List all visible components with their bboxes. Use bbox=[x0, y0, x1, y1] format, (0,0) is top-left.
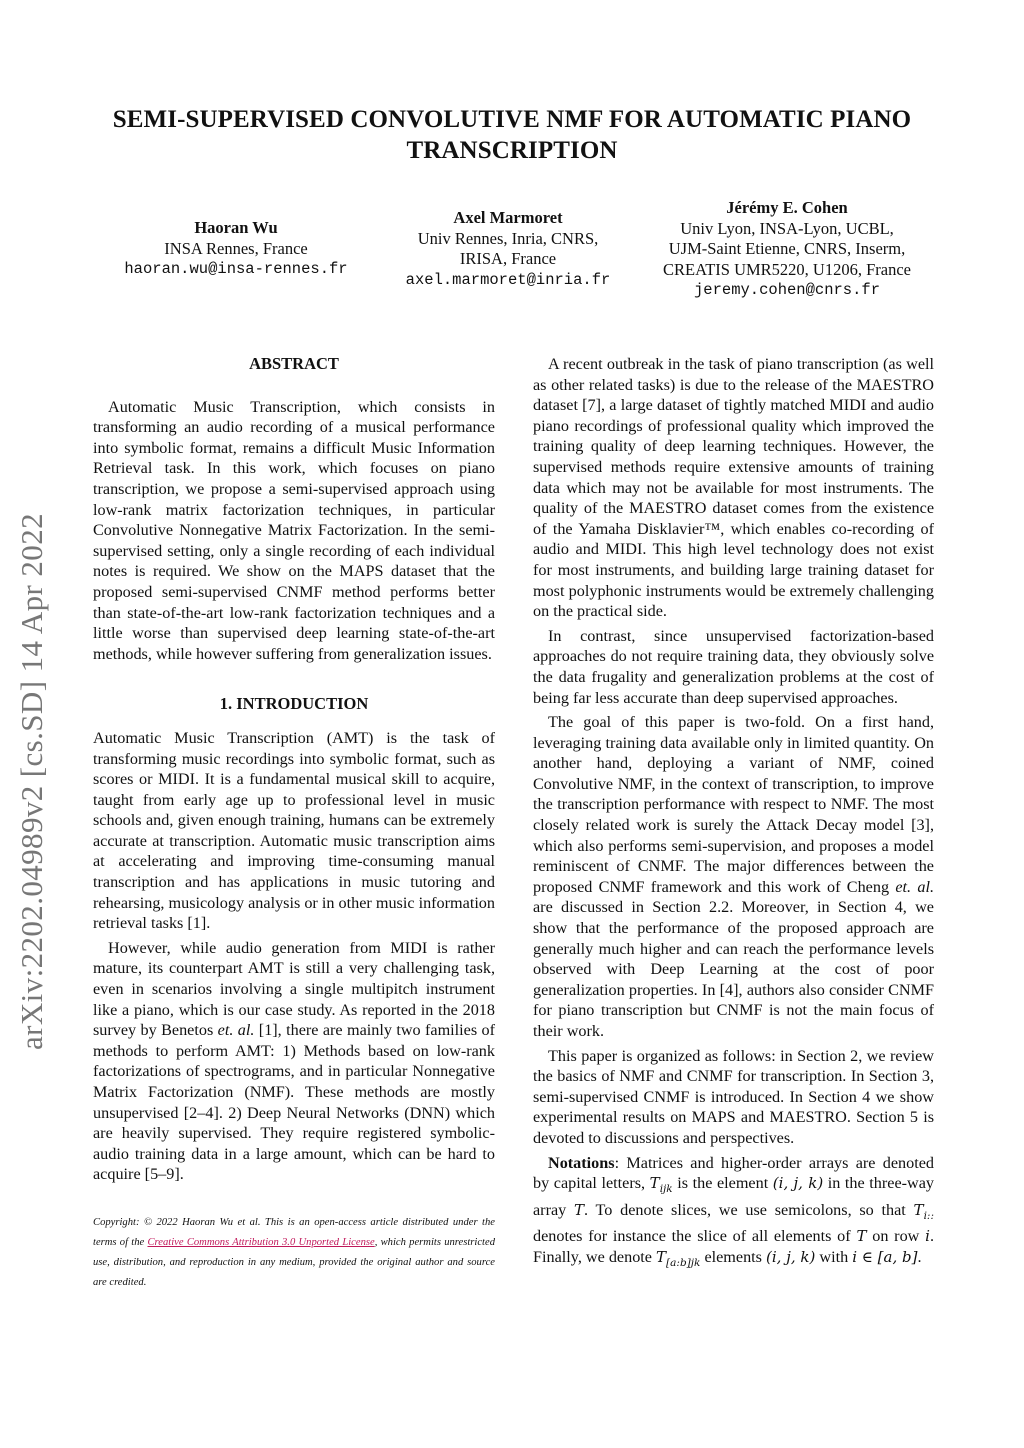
math-symbol: i ∈ [a, b] bbox=[852, 1247, 918, 1266]
math-symbol bbox=[913, 1200, 934, 1222]
text-run-italic: et. al. bbox=[217, 1021, 255, 1040]
text-run: is the element bbox=[672, 1174, 773, 1193]
text-run-italic: et. al. bbox=[895, 877, 935, 896]
text-run: [1], there are mainly two families of methods to perform AMT: 1) Methods based on low-rank factorizations of spectrograms, and in particular Nonnegative Matrix Factorization (NMF). These methods are mostly unsupervised [2–4]. 2) Deep Neural Networks (DNN) which are heavily supervised. They require registered symbolic-audio training data in a large amount, which can be hard to acquire [5–9]. bbox=[93, 1021, 496, 1184]
title-line-2: TRANSCRIPTION bbox=[406, 137, 618, 164]
math-symbol: i bbox=[925, 1227, 930, 1246]
author-name: Jérémy E. Cohen bbox=[726, 198, 848, 217]
math-symbol: T bbox=[574, 1200, 585, 1219]
text-run: Copyright: © 2022 Haoran Wu et al. This is an open-access article distributed under the terms of the bbox=[93, 1216, 495, 1248]
math-subscript: i:: bbox=[923, 1209, 934, 1222]
math-subscript: ijk bbox=[659, 1183, 673, 1196]
math-symbol bbox=[656, 1247, 701, 1269]
author-email[interactable]: haoran.wu@insa-rennes.fr bbox=[124, 260, 348, 278]
body-paragraph-2: In contrast, since unsupervised factorization-based approaches do not require training data, they obviously solve the data frugality and generalization problems at the cost of being far less accurate than deep supervised approaches. bbox=[533, 626, 934, 707]
author-affiliation: Univ Rennes, Inria, CNRS, bbox=[417, 228, 599, 248]
body-paragraph-3 bbox=[533, 712, 934, 1042]
intro-paragraph-1: Automatic Music Transcription (AMT) is the task of transforming music recordings into symbolic format, such as scores or MIDI. It is a fundamental musical skill to acquire, taught from early age up to professional level in music schools and, given enough training, humans can be extremely accurate at transcription. Automatic music transcription aims at accelerating and improving time-consuming manual transcription and has applications in music tutoring and rehearsing, musicology analysis or in other music information retrieval tasks [1]. bbox=[93, 728, 495, 933]
text-run: are discussed in Section 2.2. Moreover, in Section 4, we show that the performance of the proposed approach are generally much higher and can reach the performance levels observed with Deep Learning at the cost of poor generalization properties. In [4], authors also consider CNMF for piano transcription but CNMF is not the main focus of their work. bbox=[533, 898, 934, 1040]
text-run: The goal of this paper is two-fold. On a first hand, leveraging training data available only in limited quantity. On another hand, deploying a variant of NMF, coined Convolutive NMF, in the context of transcription, to improve the transcription performance with respect to NMF. The most closely related work is surely the Attack Decay model [3], which also performs semi-supervision, and proposes a model reminiscent of CNMF. The major differences between the proposed CNMF framework and this work of Cheng bbox=[533, 713, 934, 896]
math-symbol bbox=[649, 1174, 673, 1196]
text-run: , which permits unrestricted use, distribution, and reproduction in any medium, provided the original author and source are credited. bbox=[93, 1236, 496, 1288]
author-email[interactable]: jeremy.cohen@cnrs.fr bbox=[693, 281, 881, 299]
text-run: on row bbox=[866, 1227, 926, 1246]
math-symbol: (i, j, k) bbox=[766, 1247, 816, 1266]
copyright-notice bbox=[93, 1213, 495, 1293]
text-run: : Matrices and higher-order arrays are denoted by capital letters, bbox=[533, 1153, 934, 1193]
abstract-body bbox=[93, 397, 495, 665]
author-affiliation: INSA Rennes, France bbox=[164, 238, 308, 258]
paper-title bbox=[110, 104, 914, 166]
text-run: . Finally, we denote bbox=[533, 1227, 934, 1266]
math-text: T bbox=[913, 1200, 924, 1219]
math-symbol: (i, j, k) bbox=[772, 1174, 824, 1193]
math-symbol: T bbox=[856, 1227, 867, 1246]
author-block-2 bbox=[388, 208, 628, 290]
text-run: . bbox=[917, 1247, 922, 1266]
abstract-paragraph: Automatic Music Transcription, which consists in transforming an audio recording of a musical performance into symbolic format, remains a difficult Music Information Retrieval task. In this work, which focuses on piano transcription, we propose a semi-supervised approach using low-rank matrix factorization techniques, in particular Convolutive Nonnegative Matrix Factorization. In the semi-supervised setting, only a single recording of each individual notes is required. We show on the MAPS dataset that the proposed semi-supervised CNMF method performs better than state-of-the-art low-rank factorization techniques and a little worse than supervised deep learning state-of-the-art methods, while however suffering from generalization issues. bbox=[93, 397, 495, 663]
license-link[interactable]: Creative Commons Attribution 3.0 Unported License bbox=[147, 1236, 375, 1248]
text-run: elements bbox=[700, 1247, 767, 1266]
math-subscript: [a:b]jk bbox=[666, 1256, 701, 1269]
title-line-1: SEMI-SUPERVISED CONVOLUTIVE NMF FOR AUTOMATIC PIANO bbox=[112, 106, 912, 133]
abstract-heading: ABSTRACT bbox=[249, 354, 339, 373]
left-column bbox=[93, 354, 495, 1293]
intro-paragraph-2 bbox=[93, 938, 495, 1185]
arxiv-identifier[interactable]: arXiv:2202.04989v2 [cs.SD] 14 Apr 2022 bbox=[14, 513, 49, 1050]
math-text: T bbox=[649, 1174, 660, 1193]
notations-label: Notations bbox=[548, 1153, 615, 1172]
text-run: denotes for instance the slice of all elements of bbox=[533, 1227, 857, 1246]
author-affiliation: UJM-Saint Etienne, CNRS, Inserm, bbox=[668, 239, 906, 258]
notations-paragraph bbox=[533, 1153, 934, 1274]
author-name: Haoran Wu bbox=[194, 218, 278, 237]
text-run: in the three-way array bbox=[533, 1174, 934, 1219]
intro-heading: 1. INTRODUCTION bbox=[219, 694, 369, 714]
right-column bbox=[533, 354, 934, 1278]
author-email[interactable]: axel.marmoret@inria.fr bbox=[405, 270, 611, 289]
author-affiliation: Univ Lyon, INSA-Lyon, UCBL, bbox=[680, 218, 894, 238]
author-name: Axel Marmoret bbox=[453, 208, 563, 227]
author-block-3 bbox=[646, 198, 928, 301]
author-affiliation: IRISA, France bbox=[459, 249, 557, 268]
text-run: with bbox=[815, 1247, 853, 1266]
text-run: However, while audio generation from MIDI is rather mature, its counterpart AMT is still a very challenging task, even in scenarios involving a single multipitch instrument like a piano, which is our case study. As reported in the 2018 survey by Benetos bbox=[93, 938, 495, 1040]
body-paragraph-1: A recent outbreak in the task of piano transcription (as well as other related tasks) is due to the release of the MAESTRO dataset [7], a large dataset of tightly matched MIDI and audio piano recordings of professional quality which improved the training quality of deep learning techniques. However, the supervised methods require extensive amounts of training data which may not be available for most instruments. The quality of the MAESTRO dataset comes from the existence of the Yamaha Disklavier™, which enables co-recording of audio and MIDI. This high level technology does not exist for most instruments, and building large training dataset for most polyphonic instruments would be extremely challenging on the practical side. bbox=[533, 355, 934, 621]
author-block-1 bbox=[100, 218, 372, 280]
author-affiliation: CREATIS UMR5220, U1206, France bbox=[663, 259, 911, 279]
text-run: . To denote slices, we use semicolons, so that bbox=[584, 1200, 914, 1219]
math-text: T bbox=[656, 1247, 667, 1266]
body-paragraph-4: This paper is organized as follows: in Section 2, we review the basics of NMF and CNMF for transcription. In Section 3, semi-supervised CNMF is introduced. In Section 4 we show experimental results on MAPS and MAESTRO. Section 5 is devoted to discussions and perspectives. bbox=[533, 1046, 934, 1147]
